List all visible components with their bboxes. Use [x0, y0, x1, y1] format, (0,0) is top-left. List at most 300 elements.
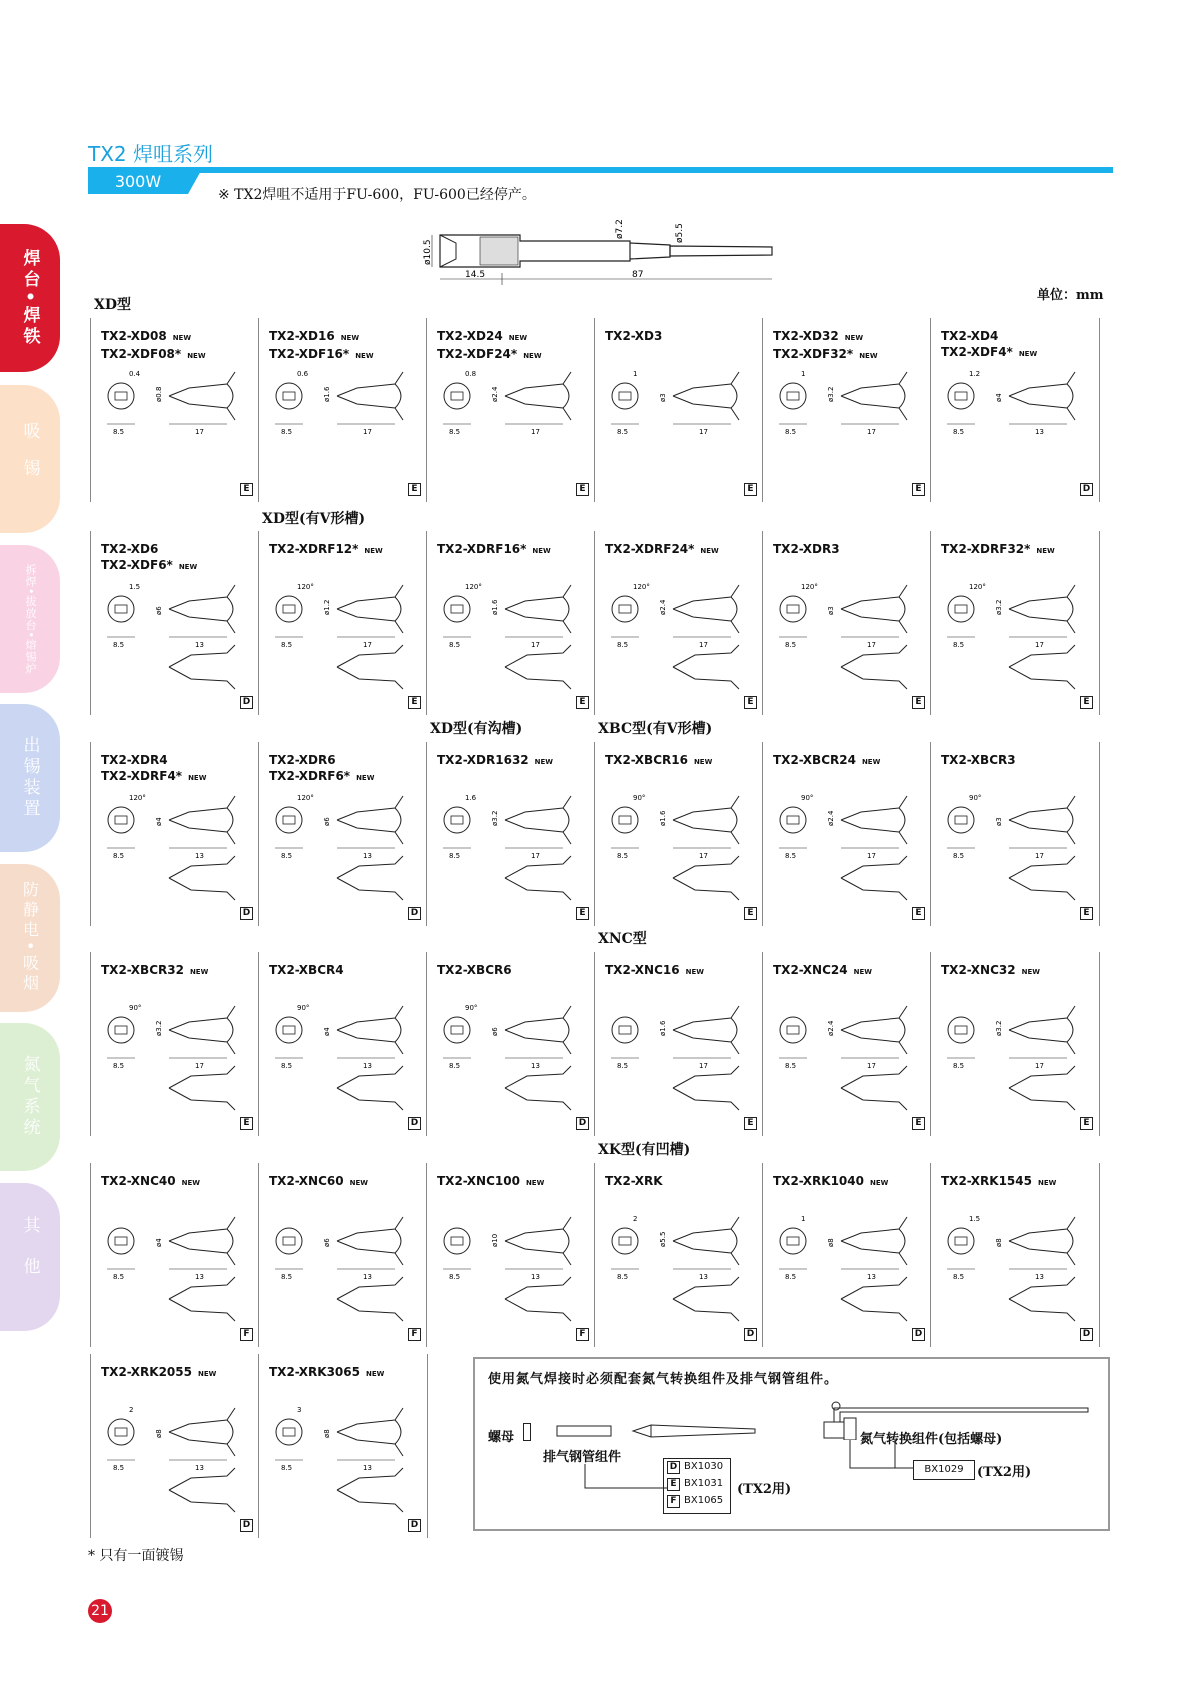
tip-length-dim: 13 — [195, 1273, 204, 1281]
tip-card[interactable] — [594, 1163, 763, 1347]
tip-length-dim: 17 — [699, 852, 708, 860]
tip-diameter-dim: ø4 — [155, 817, 163, 826]
tip-length-dim: 17 — [867, 641, 876, 649]
tip-model-name: TX2-XDRF4* — [101, 769, 183, 783]
sidebar-tab-dispenser[interactable]: 出锡装置 — [0, 704, 60, 852]
tip-side-view — [505, 796, 571, 844]
tip-model-name: TX2-XDR3 — [773, 542, 840, 556]
nitrogen-kit-title: 使用氮气焊接时必须配套氮气转换组件及排气钢管组件。 — [488, 1372, 839, 1387]
tip-side-view — [337, 585, 403, 633]
tip-drawing — [939, 996, 1091, 1116]
tip-side-view — [841, 796, 907, 844]
tip-drawing — [435, 1207, 587, 1327]
tip-length-dim: 17 — [699, 641, 708, 649]
tip-width-dim: 90° — [465, 1004, 478, 1012]
tip-top-view — [337, 1066, 403, 1110]
tip-shank-break — [1067, 808, 1073, 832]
tip-top-view — [337, 1468, 403, 1512]
tip-width-dim: 120° — [129, 794, 146, 802]
tip-card[interactable] — [762, 318, 931, 502]
tip-drawing — [99, 1398, 251, 1518]
tip-drawing — [267, 1207, 419, 1327]
tip-end-view — [276, 807, 302, 833]
tip-width-dim: 120° — [297, 583, 314, 591]
tip-card[interactable] — [258, 952, 427, 1136]
tip-end-dim: 8.5 — [953, 852, 965, 860]
new-badge: NEW — [181, 1179, 200, 1187]
tip-card[interactable] — [426, 952, 595, 1136]
tip-end-face — [283, 816, 295, 824]
exhaust-type-badge: D — [408, 907, 421, 920]
tip-card[interactable] — [426, 1163, 595, 1347]
tip-model-name: TX2-XRK1545 — [941, 1174, 1032, 1188]
tip-end-view — [444, 383, 470, 409]
tip-top-view — [1009, 856, 1075, 900]
tip-end-view — [612, 383, 638, 409]
tip-model-name: TX2-XNC60 — [269, 1174, 344, 1188]
part-code-bx1031: BX1031 — [684, 1478, 724, 1489]
tip-side-view — [1009, 1006, 1075, 1054]
tip-top-view — [337, 856, 403, 900]
unit-label: 单位：mm — [1037, 288, 1104, 303]
tip-top-view — [169, 1468, 235, 1512]
exhaust-type-badge: E — [576, 483, 589, 496]
tip-end-dim: 8.5 — [785, 641, 797, 649]
tip-end-face — [787, 1026, 799, 1034]
tip-top-view — [1009, 1277, 1075, 1321]
exhaust-type-badge: D — [1080, 1328, 1093, 1341]
part-code-bx1030: BX1030 — [684, 1461, 724, 1472]
tip-end-view — [108, 1017, 134, 1043]
tip-length-dim: 17 — [1035, 852, 1044, 860]
sidebar-tab-antistatic[interactable]: 防静电•吸烟 — [0, 864, 60, 1012]
tip-model-names — [269, 1173, 368, 1191]
tip-top-view — [337, 1277, 403, 1321]
tip-model-name: TX2-XNC24 — [773, 963, 848, 977]
tip-card[interactable] — [762, 742, 931, 926]
tip-diameter-dim: ø6 — [155, 606, 163, 615]
tip-end-view — [780, 1017, 806, 1043]
tip-end-face — [955, 392, 967, 400]
tip-model-line — [269, 328, 374, 346]
tip-drawing — [435, 996, 587, 1116]
tip-card[interactable] — [90, 1163, 259, 1347]
tip-diameter-dim: ø1.6 — [491, 599, 499, 615]
sidebar-tab-desoldering[interactable]: 吸锡 — [0, 385, 60, 533]
tip-model-line — [437, 752, 553, 770]
tip-model-name: TX2-XRK3065 — [269, 1365, 360, 1379]
tip-model-name: TX2-XDR6 — [269, 753, 336, 767]
new-badge: NEW — [197, 1370, 217, 1378]
section-label-xnc: XNC型 — [598, 931, 647, 947]
tip-drawing — [99, 786, 251, 906]
new-badge: NEW — [853, 968, 872, 976]
tip-side-view — [673, 1006, 739, 1054]
tip-drawing — [603, 996, 755, 1116]
new-badge: NEW — [685, 968, 704, 976]
tip-drawing — [603, 1207, 755, 1327]
tip-model-names — [941, 328, 1037, 362]
tip-model-name: TX2-XDR4 — [101, 753, 168, 767]
new-badge: NEW — [1018, 350, 1038, 358]
tip-drawing — [939, 1207, 1091, 1327]
tip-model-names — [605, 962, 704, 980]
tip-shank-break — [1067, 384, 1073, 408]
tip-drawing — [435, 786, 587, 906]
tip-top-view — [505, 1066, 571, 1110]
tip-model-names — [269, 541, 383, 559]
tip-top-view — [841, 1277, 907, 1321]
new-badge: NEW — [1021, 968, 1040, 976]
hero-diameter-3: ø5.5 — [675, 223, 685, 243]
exhaust-type-badge: E — [912, 1117, 925, 1130]
tip-end-view — [108, 596, 134, 622]
tip-model-name: TX2-XBCR4 — [269, 963, 344, 977]
tip-diameter-dim: ø4 — [155, 1238, 163, 1247]
tip-model-name: TX2-XRK — [605, 1174, 663, 1188]
section-label-xk: XK型(有凹槽) — [598, 1142, 691, 1158]
tip-model-line — [101, 768, 206, 786]
tip-end-view — [444, 807, 470, 833]
tip-length-dim: 13 — [531, 1062, 540, 1070]
tip-drawing — [939, 786, 1091, 906]
tip-end-view — [444, 1228, 470, 1254]
sidebar-tab-soldering-station[interactable]: 焊台•焊铁 — [0, 224, 60, 372]
tip-top-view — [505, 1277, 571, 1321]
tip-end-dim: 8.5 — [617, 1273, 629, 1281]
tip-end-face — [283, 1237, 295, 1245]
tip-card[interactable] — [426, 742, 595, 926]
tip-model-names — [437, 752, 553, 770]
exhaust-type-badge: D — [408, 1117, 421, 1130]
exhaust-type-badge: E — [576, 907, 589, 920]
tip-end-face — [619, 1237, 631, 1245]
tip-end-dim: 8.5 — [113, 641, 125, 649]
tip-model-name: TX2-XDF16* — [269, 347, 350, 361]
tip-top-view — [169, 1277, 235, 1321]
tip-model-names — [941, 752, 1016, 768]
tip-side-view — [1009, 585, 1075, 633]
tip-card[interactable] — [762, 531, 931, 715]
tip-side-view — [841, 1217, 907, 1265]
tip-end-dim: 8.5 — [449, 852, 461, 860]
tip-card[interactable] — [762, 1163, 931, 1347]
tip-model-line — [437, 328, 542, 346]
tip-card[interactable] — [258, 1354, 428, 1538]
part-badge-f: F — [667, 1495, 680, 1508]
tip-card[interactable] — [90, 531, 259, 715]
tip-card[interactable] — [258, 531, 427, 715]
tip-diameter-dim: ø1.6 — [659, 1020, 667, 1036]
tip-top-view — [169, 645, 235, 689]
tip-shank-break — [227, 808, 233, 832]
new-badge: NEW — [172, 334, 192, 342]
tip-side-view — [169, 585, 235, 633]
tip-card[interactable] — [90, 952, 259, 1136]
tip-end-dim: 8.5 — [281, 852, 293, 860]
tip-model-name: TX2-XD16 — [269, 329, 335, 343]
tip-model-line — [437, 962, 512, 978]
tip-diameter-dim: ø2.4 — [827, 1020, 835, 1036]
tip-end-dim: 8.5 — [785, 428, 797, 436]
part-code-bx1065: BX1065 — [684, 1495, 724, 1506]
tip-end-view — [612, 1017, 638, 1043]
tip-length-dim: 13 — [1035, 428, 1044, 436]
tip-end-face — [115, 1237, 127, 1245]
tip-side-view — [337, 372, 403, 420]
exhaust-type-badge: E — [240, 483, 253, 496]
tip-end-dim: 8.5 — [281, 1062, 293, 1070]
tip-card[interactable] — [930, 318, 1100, 502]
exhaust-type-badge: E — [1080, 1117, 1093, 1130]
tip-end-dim: 8.5 — [953, 641, 965, 649]
tip-diameter-dim: ø5.5 — [659, 1231, 667, 1247]
tip-end-dim: 8.5 — [113, 852, 125, 860]
tip-model-line — [773, 328, 878, 346]
tip-end-view — [948, 383, 974, 409]
tip-card[interactable] — [258, 318, 427, 502]
tip-shank-break — [731, 808, 737, 832]
tip-model-name: TX2-XBCR16 — [605, 753, 688, 767]
tip-side-view — [505, 1006, 571, 1054]
tip-card[interactable] — [594, 952, 763, 1136]
tip-drawing — [267, 575, 419, 695]
tip-model-name: TX2-XDF08* — [101, 347, 182, 361]
tip-top-view — [505, 645, 571, 689]
tip-model-line — [941, 328, 1037, 344]
new-badge: NEW — [844, 334, 864, 342]
tip-diameter-dim: ø6 — [491, 1027, 499, 1036]
nitrogen-converter-label: 氮气转换组件(包括螺母) — [860, 1432, 1003, 1447]
tip-diameter-dim: ø3 — [827, 606, 835, 615]
tip-shank-break — [563, 597, 569, 621]
tip-shank-break — [563, 1229, 569, 1253]
tip-drawing — [603, 786, 755, 906]
tip-side-view — [505, 372, 571, 420]
tip-model-name: TX2-XRK1040 — [773, 1174, 864, 1188]
tip-diameter-dim: ø8 — [155, 1429, 163, 1438]
tip-card[interactable] — [930, 742, 1100, 926]
tip-model-line — [941, 541, 1055, 559]
tip-model-name: TX2-XBCR6 — [437, 963, 512, 977]
tip-model-name: TX2-XD24 — [437, 329, 503, 343]
tip-top-view — [673, 856, 739, 900]
tip-model-names — [437, 1173, 544, 1191]
part-badge-d: D — [667, 1461, 680, 1474]
tip-top-view — [841, 645, 907, 689]
tip-width-dim: 90° — [801, 794, 814, 802]
exhaust-pipe-drawing — [555, 1420, 775, 1444]
exhaust-type-badge: E — [576, 696, 589, 709]
tip-length-dim: 13 — [867, 1273, 876, 1281]
tip-model-names — [269, 752, 374, 786]
tip-length-dim: 17 — [1035, 641, 1044, 649]
tip-drawing — [771, 996, 923, 1116]
new-badge: NEW — [700, 547, 719, 555]
tip-top-view — [1009, 1066, 1075, 1110]
tip-model-name: TX2-XRK2055 — [101, 1365, 192, 1379]
tip-length-dim: 17 — [867, 852, 876, 860]
sidebar-tab-nitrogen[interactable]: 氮气系统 — [0, 1023, 60, 1171]
tip-drawing — [771, 362, 923, 482]
exhaust-type-badge: E — [744, 1117, 757, 1130]
exhaust-type-badge: E — [912, 696, 925, 709]
tip-model-name: TX2-XDRF24* — [605, 542, 695, 556]
tip-card[interactable] — [930, 531, 1100, 715]
converter-code-bx1029: BX1029 — [913, 1460, 975, 1480]
tip-end-dim: 8.5 — [953, 428, 965, 436]
tip-drawing — [99, 362, 251, 482]
new-badge: NEW — [1036, 547, 1055, 555]
tip-card[interactable] — [90, 742, 259, 926]
tip-end-face — [283, 605, 295, 613]
exhaust-type-badge: D — [576, 1117, 589, 1130]
tip-model-name: TX2-XDRF16* — [437, 542, 527, 556]
tip-top-view — [169, 1066, 235, 1110]
sidebar-tab-rework[interactable]: 拆焊•拔放台•熔锡炉 — [0, 545, 60, 693]
tip-width-dim: 120° — [969, 583, 986, 591]
exhaust-type-badge: D — [240, 696, 253, 709]
tip-shank-break — [227, 597, 233, 621]
tip-side-view — [169, 1217, 235, 1265]
tip-diameter-dim: ø3.2 — [995, 599, 1003, 615]
tip-card[interactable] — [762, 952, 931, 1136]
new-badge: NEW — [869, 1179, 889, 1187]
tip-top-view — [673, 1066, 739, 1110]
tip-shank-break — [563, 384, 569, 408]
tip-card[interactable] — [90, 318, 259, 502]
tip-model-line — [941, 962, 1040, 980]
tip-model-name: TX2-XDF24* — [437, 347, 518, 361]
tip-end-face — [619, 1026, 631, 1034]
new-badge: NEW — [1037, 1179, 1057, 1187]
tip-model-names — [269, 962, 344, 978]
part-code-frame — [663, 1458, 731, 1514]
tip-model-names — [269, 1364, 384, 1382]
tip-card[interactable] — [90, 1354, 259, 1538]
tip-side-view — [1009, 1217, 1075, 1265]
tip-model-line — [605, 752, 712, 770]
tip-width-dim: 1 — [801, 370, 806, 378]
tip-end-view — [108, 807, 134, 833]
tip-diameter-dim: ø1.2 — [323, 599, 331, 615]
tip-width-dim: 120° — [801, 583, 818, 591]
tip-model-names — [941, 962, 1040, 980]
tip-shank-break — [395, 1229, 401, 1253]
tip-shank-break — [395, 808, 401, 832]
tip-length-dim: 17 — [531, 428, 540, 436]
tip-model-line — [269, 752, 374, 768]
tip-model-line — [605, 962, 704, 980]
tip-end-face — [787, 1237, 799, 1245]
tip-shank-break — [227, 1229, 233, 1253]
tip-shank-break — [1067, 597, 1073, 621]
tip-model-name: TX2-XDRF12* — [269, 542, 359, 556]
tip-shank-break — [899, 597, 905, 621]
tip-end-dim: 8.5 — [449, 1273, 461, 1281]
tip-diameter-dim: ø6 — [323, 817, 331, 826]
exhaust-type-badge: D — [240, 907, 253, 920]
tip-shank-break — [731, 384, 737, 408]
tip-end-face — [115, 816, 127, 824]
tip-drawing — [939, 575, 1091, 695]
tx2-use-label-left: (TX2用) — [737, 1482, 792, 1497]
tip-length-dim: 13 — [195, 852, 204, 860]
sidebar-tab-other[interactable]: 其他 — [0, 1183, 60, 1331]
tip-card[interactable] — [930, 952, 1100, 1136]
tip-side-view — [169, 1408, 235, 1456]
tip-card[interactable] — [426, 531, 595, 715]
tip-side-view — [841, 372, 907, 420]
tip-end-face — [451, 816, 463, 824]
tip-length-dim: 17 — [867, 1062, 876, 1070]
tip-width-dim: 1.2 — [969, 370, 981, 378]
tip-width-dim: 1.5 — [969, 1215, 981, 1223]
tip-top-view — [1009, 645, 1075, 689]
exhaust-pipe-label: 排气钢管组件 — [543, 1450, 622, 1465]
tip-shank-break — [731, 1229, 737, 1253]
hero-length-2: 87 — [632, 270, 644, 280]
exhaust-leader-line — [580, 1464, 670, 1494]
tip-card[interactable] — [594, 531, 763, 715]
exhaust-type-badge: F — [408, 1328, 421, 1341]
tip-end-view — [444, 1017, 470, 1043]
tip-card[interactable] — [258, 742, 427, 926]
tip-side-view — [169, 372, 235, 420]
tip-diameter-dim: ø6 — [323, 1238, 331, 1247]
tip-model-name: TX2-XD4 — [941, 329, 999, 343]
tip-diameter-dim: ø4 — [323, 1027, 331, 1036]
tip-length-dim: 13 — [363, 1273, 372, 1281]
tip-side-view — [1009, 796, 1075, 844]
tip-model-line — [605, 328, 662, 344]
tip-end-face — [955, 1237, 967, 1245]
tip-card[interactable] — [930, 1163, 1100, 1347]
tip-drawing — [771, 786, 923, 906]
tip-end-face — [451, 1026, 463, 1034]
tip-shank-break — [395, 384, 401, 408]
tip-length-dim: 13 — [363, 1464, 372, 1472]
tip-card[interactable] — [594, 318, 763, 502]
tip-model-names — [941, 541, 1055, 559]
tip-shank-break — [563, 808, 569, 832]
tip-drawing — [939, 362, 1091, 482]
tip-end-dim: 8.5 — [953, 1273, 965, 1281]
tip-length-dim: 13 — [699, 1273, 708, 1281]
tip-model-name: TX2-XDR1632 — [437, 753, 529, 767]
tip-shank-break — [227, 1420, 233, 1444]
tip-model-names — [437, 328, 542, 364]
tip-model-line — [269, 962, 344, 978]
tip-end-view — [780, 1228, 806, 1254]
tip-width-dim: 120° — [297, 794, 314, 802]
tip-diameter-dim: ø3.2 — [827, 386, 835, 402]
tip-end-dim: 8.5 — [953, 1062, 965, 1070]
tip-end-view — [948, 807, 974, 833]
tip-diameter-dim: ø8 — [323, 1429, 331, 1438]
tip-card[interactable] — [258, 1163, 427, 1347]
tip-card[interactable] — [426, 318, 595, 502]
tip-model-line — [941, 752, 1016, 768]
tip-model-names — [605, 541, 719, 559]
tip-diameter-dim: ø3.2 — [155, 1020, 163, 1036]
tip-card[interactable] — [594, 742, 763, 926]
hero-diameter-2: ø7.2 — [615, 219, 625, 239]
tip-diameter-dim: ø3.2 — [995, 1020, 1003, 1036]
tip-model-line — [941, 1173, 1056, 1191]
tip-top-view — [337, 645, 403, 689]
new-badge: NEW — [355, 352, 374, 360]
